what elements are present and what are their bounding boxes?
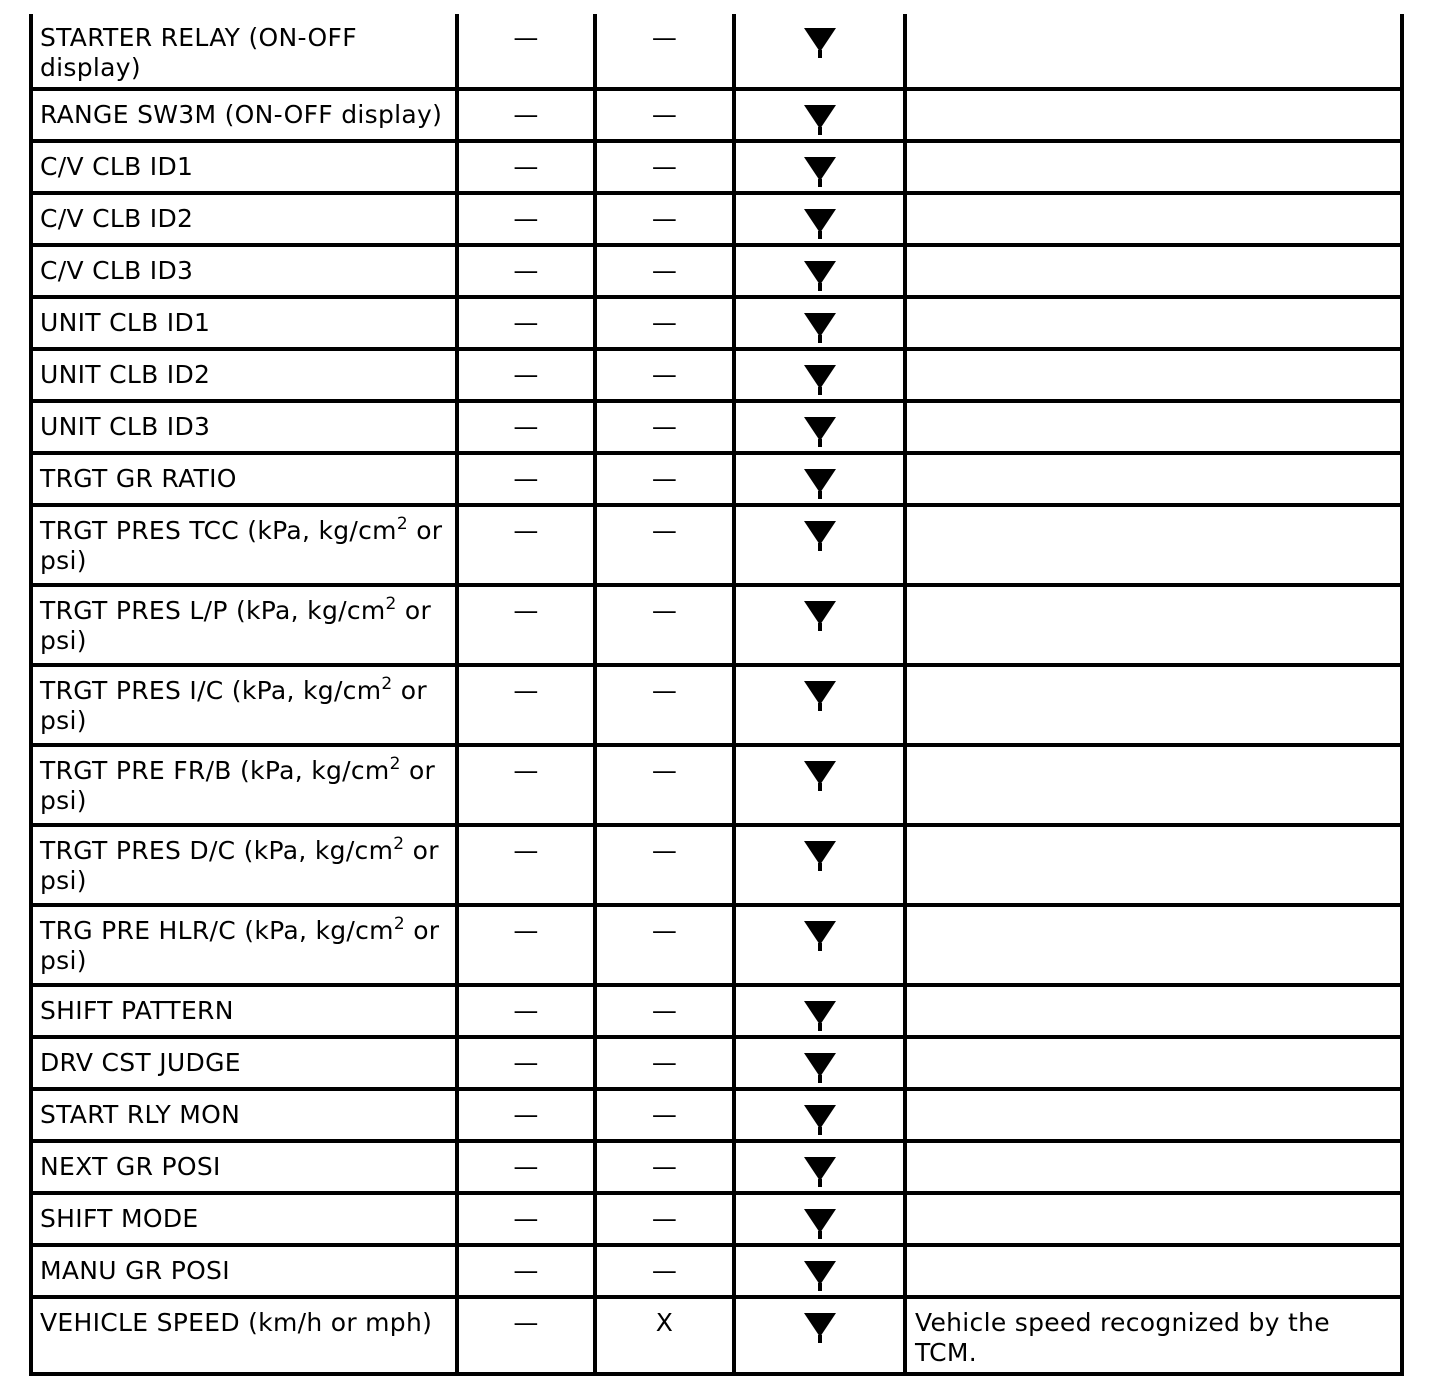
item-label: MANU GR POSI [40, 1256, 230, 1285]
mode2-mark: — [651, 152, 678, 181]
table-row [31, 745, 1402, 825]
mode1-cell [457, 505, 595, 585]
item-label: TRG PRE HLR/C (kPa, kg/cm [40, 916, 394, 945]
monitor-item-name [31, 349, 457, 401]
down-triangle-icon [804, 261, 836, 285]
mode2-cell [595, 14, 734, 89]
selection-cell [734, 1297, 905, 1374]
remarks-cell [905, 585, 1402, 665]
remarks-cell [905, 89, 1402, 141]
remarks-cell [905, 1089, 1402, 1141]
mode2-cell [595, 1193, 734, 1245]
mode2-cell [595, 453, 734, 505]
mode1-mark: — [513, 916, 539, 945]
mode1-mark: — [513, 756, 539, 785]
selection-cell [734, 193, 905, 245]
monitor-item-name [31, 89, 457, 141]
monitor-item-name [31, 193, 457, 245]
item-label: C/V CLB ID1 [40, 152, 194, 181]
mode1-cell [457, 665, 595, 745]
mode1-cell [457, 1141, 595, 1193]
table-row [31, 245, 1402, 297]
mode2-mark: — [651, 676, 678, 705]
remarks-cell [905, 1037, 1402, 1089]
selection-cell [734, 1245, 905, 1297]
item-label-tail: or psi) [40, 756, 436, 815]
mode1-mark: — [513, 1048, 539, 1077]
mode1-cell [457, 905, 595, 985]
selection-cell [734, 297, 905, 349]
item-label: UNIT CLB ID2 [40, 360, 211, 389]
remarks-cell [905, 745, 1402, 825]
item-label: START RLY MON [40, 1100, 241, 1129]
table-row [31, 665, 1402, 745]
mode2-cell [595, 505, 734, 585]
mode1-cell [457, 193, 595, 245]
mode2-mark: — [651, 836, 678, 865]
monitor-item-name [31, 665, 457, 745]
selection-cell [734, 245, 905, 297]
remarks-cell [905, 1141, 1402, 1193]
table-row [31, 1037, 1402, 1089]
selection-cell [734, 453, 905, 505]
unit-superscript: 2 [389, 753, 401, 774]
mode1-mark: — [513, 256, 539, 285]
mode2-cell [595, 985, 734, 1037]
item-label: TRGT PRE FR/B (kPa, kg/cm [40, 756, 390, 785]
down-triangle-icon [804, 1209, 836, 1233]
remarks-cell [905, 349, 1402, 401]
mode2-mark: — [651, 1100, 678, 1129]
selection-cell [734, 89, 905, 141]
item-label: VEHICLE SPEED (km/h or mph) [40, 1308, 433, 1337]
down-triangle-icon [804, 417, 836, 441]
mode2-cell [595, 1089, 734, 1141]
item-label: RANGE SW3M (ON-OFF display) [40, 100, 443, 129]
mode2-cell [595, 905, 734, 985]
table-body [31, 14, 1402, 1374]
mode2-cell [595, 297, 734, 349]
selection-cell [734, 1037, 905, 1089]
mode1-cell [457, 1037, 595, 1089]
mode2-cell [595, 193, 734, 245]
item-label: C/V CLB ID2 [40, 204, 194, 233]
remarks-cell [905, 825, 1402, 905]
mode2-mark: — [651, 1204, 678, 1233]
mode2-mark: — [651, 1152, 678, 1181]
mode1-cell [457, 14, 595, 89]
mode1-mark: — [513, 23, 539, 52]
mode1-cell [457, 401, 595, 453]
item-label: TRGT GR RATIO [40, 464, 237, 493]
remarks-cell [905, 193, 1402, 245]
remarks-cell [905, 141, 1402, 193]
mode1-cell [457, 453, 595, 505]
mode1-mark: — [513, 152, 539, 181]
remarks-cell [905, 401, 1402, 453]
mode1-mark: — [513, 676, 539, 705]
unit-superscript: 2 [393, 833, 405, 854]
table-row [31, 1297, 1402, 1374]
mode2-mark: — [651, 756, 678, 785]
selection-cell [734, 141, 905, 193]
down-triangle-icon [804, 157, 836, 181]
monitor-item-name [31, 745, 457, 825]
monitor-item-name [31, 1297, 457, 1374]
mode2-cell [595, 141, 734, 193]
monitor-item-name [31, 985, 457, 1037]
down-triangle-icon [804, 1105, 836, 1129]
item-label-tail: or psi) [40, 836, 439, 895]
monitor-item-name [31, 14, 457, 89]
item-label: STARTER RELAY (ON-OFF display) [40, 23, 357, 82]
mode2-mark: — [651, 516, 678, 545]
table-row [31, 401, 1402, 453]
mode2-cell [595, 1297, 734, 1374]
mode1-cell [457, 825, 595, 905]
mode1-mark: — [513, 360, 539, 389]
remarks-cell [905, 453, 1402, 505]
selection-cell [734, 505, 905, 585]
mode1-cell [457, 745, 595, 825]
table-row [31, 825, 1402, 905]
mode1-cell [457, 89, 595, 141]
mode1-mark: — [513, 1308, 539, 1337]
mode1-mark: — [513, 836, 539, 865]
unit-superscript: 2 [393, 913, 405, 934]
mode2-mark: — [651, 916, 678, 945]
remarks-cell [905, 665, 1402, 745]
mode1-cell [457, 1193, 595, 1245]
selection-cell [734, 905, 905, 985]
table-row [31, 585, 1402, 665]
mode1-mark: — [513, 308, 539, 337]
mode1-cell [457, 985, 595, 1037]
mode2-cell [595, 745, 734, 825]
selection-cell [734, 825, 905, 905]
table-row [31, 1193, 1402, 1245]
down-triangle-icon [804, 521, 836, 545]
selection-cell [734, 1193, 905, 1245]
item-label: TRGT PRES I/C (kPa, kg/cm [40, 676, 382, 705]
mode1-mark: — [513, 1100, 539, 1129]
mode1-mark: — [513, 1256, 539, 1285]
mode2-mark: — [651, 100, 678, 129]
down-triangle-icon [804, 841, 836, 865]
remarks-cell [905, 1297, 1402, 1374]
monitor-item-name [31, 401, 457, 453]
table-row [31, 1245, 1402, 1297]
remarks-cell [905, 1193, 1402, 1245]
monitor-item-name [31, 245, 457, 297]
table-row [31, 1141, 1402, 1193]
unit-superscript: 2 [396, 513, 408, 534]
selection-cell [734, 665, 905, 745]
table-row [31, 89, 1402, 141]
down-triangle-icon [804, 365, 836, 389]
remarks-cell [905, 297, 1402, 349]
mode1-mark: — [513, 412, 539, 441]
mode2-mark: — [651, 204, 678, 233]
item-label: UNIT CLB ID1 [40, 308, 211, 337]
mode1-cell [457, 585, 595, 665]
mode1-mark: — [513, 204, 539, 233]
mode1-cell [457, 349, 595, 401]
mode2-cell [595, 89, 734, 141]
mode1-mark: — [513, 1152, 539, 1181]
mode1-mark: — [513, 1204, 539, 1233]
table-row [31, 349, 1402, 401]
mode2-cell [595, 665, 734, 745]
down-triangle-icon [804, 313, 836, 337]
table-row [31, 905, 1402, 985]
mode2-mark: — [651, 23, 678, 52]
mode2-cell [595, 1141, 734, 1193]
down-triangle-icon [804, 681, 836, 705]
mode2-mark: X [655, 1308, 674, 1337]
down-triangle-icon [804, 921, 836, 945]
mode2-mark: — [651, 412, 678, 441]
selection-cell [734, 585, 905, 665]
item-label: TRGT PRES D/C (kPa, kg/cm [40, 836, 394, 865]
mode2-mark: — [651, 1256, 678, 1285]
item-label: DRV CST JUDGE [40, 1048, 241, 1077]
mode2-mark: — [651, 596, 678, 625]
monitor-item-name [31, 505, 457, 585]
selection-cell [734, 401, 905, 453]
table-row [31, 14, 1402, 89]
remarks-cell [905, 985, 1402, 1037]
mode1-mark: — [513, 596, 539, 625]
mode2-cell [595, 1037, 734, 1089]
mode2-mark: — [651, 996, 678, 1025]
mode1-cell [457, 245, 595, 297]
table-row [31, 141, 1402, 193]
monitor-item-name [31, 1245, 457, 1297]
item-label: C/V CLB ID3 [40, 256, 194, 285]
mode2-cell [595, 825, 734, 905]
monitor-item-name [31, 905, 457, 985]
unit-superscript: 2 [385, 593, 397, 614]
table-row [31, 1089, 1402, 1141]
table-row [31, 193, 1402, 245]
down-triangle-icon [804, 469, 836, 493]
item-label: TRGT PRES TCC (kPa, kg/cm [40, 516, 397, 545]
down-triangle-icon [804, 28, 836, 52]
down-triangle-icon [804, 1313, 836, 1337]
down-triangle-icon [804, 1001, 836, 1025]
monitor-item-name [31, 141, 457, 193]
down-triangle-icon [804, 1261, 836, 1285]
table-row [31, 985, 1402, 1037]
mode2-cell [595, 401, 734, 453]
mode1-mark: — [513, 464, 539, 493]
selection-cell [734, 14, 905, 89]
mode1-cell [457, 297, 595, 349]
mode2-mark: — [651, 308, 678, 337]
table-row [31, 505, 1402, 585]
item-label: NEXT GR POSI [40, 1152, 221, 1181]
item-label: UNIT CLB ID3 [40, 412, 211, 441]
remarks-text: Vehicle speed recognized by the TCM. [915, 1308, 1330, 1367]
mode1-mark: — [513, 996, 539, 1025]
mode1-cell [457, 1245, 595, 1297]
monitor-item-name [31, 1193, 457, 1245]
item-label-tail: or psi) [40, 916, 440, 975]
down-triangle-icon [804, 1157, 836, 1181]
item-label: SHIFT MODE [40, 1204, 199, 1233]
remarks-cell [905, 245, 1402, 297]
monitor-item-name [31, 1141, 457, 1193]
monitor-item-table [29, 14, 1404, 1376]
table-row [31, 453, 1402, 505]
item-label-tail: or psi) [40, 676, 427, 735]
mode2-mark: — [651, 464, 678, 493]
monitor-item-name [31, 1089, 457, 1141]
mode1-mark: — [513, 516, 539, 545]
monitor-item-name [31, 585, 457, 665]
unit-superscript: 2 [381, 673, 393, 694]
selection-cell [734, 985, 905, 1037]
mode2-cell [595, 1245, 734, 1297]
item-label: SHIFT PATTERN [40, 996, 234, 1025]
selection-cell [734, 349, 905, 401]
down-triangle-icon [804, 209, 836, 233]
remarks-cell [905, 1245, 1402, 1297]
monitor-item-name [31, 297, 457, 349]
item-label: TRGT PRES L/P (kPa, kg/cm [40, 596, 386, 625]
item-label-tail: or psi) [40, 596, 432, 655]
monitor-item-name [31, 1037, 457, 1089]
mode1-mark: — [513, 100, 539, 129]
mode2-cell [595, 245, 734, 297]
mode1-cell [457, 1297, 595, 1374]
item-label-tail: or psi) [40, 516, 443, 575]
table-row [31, 297, 1402, 349]
remarks-cell [905, 905, 1402, 985]
selection-cell [734, 745, 905, 825]
mode1-cell [457, 1089, 595, 1141]
remarks-cell [905, 505, 1402, 585]
down-triangle-icon [804, 761, 836, 785]
monitor-item-name [31, 825, 457, 905]
down-triangle-icon [804, 1053, 836, 1077]
mode2-mark: — [651, 256, 678, 285]
down-triangle-icon [804, 601, 836, 625]
mode2-cell [595, 349, 734, 401]
monitor-item-name [31, 453, 457, 505]
selection-cell [734, 1141, 905, 1193]
selection-cell [734, 1089, 905, 1141]
mode2-mark: — [651, 360, 678, 389]
mode1-cell [457, 141, 595, 193]
remarks-cell [905, 14, 1402, 89]
mode2-mark: — [651, 1048, 678, 1077]
mode2-cell [595, 585, 734, 665]
down-triangle-icon [804, 105, 836, 129]
